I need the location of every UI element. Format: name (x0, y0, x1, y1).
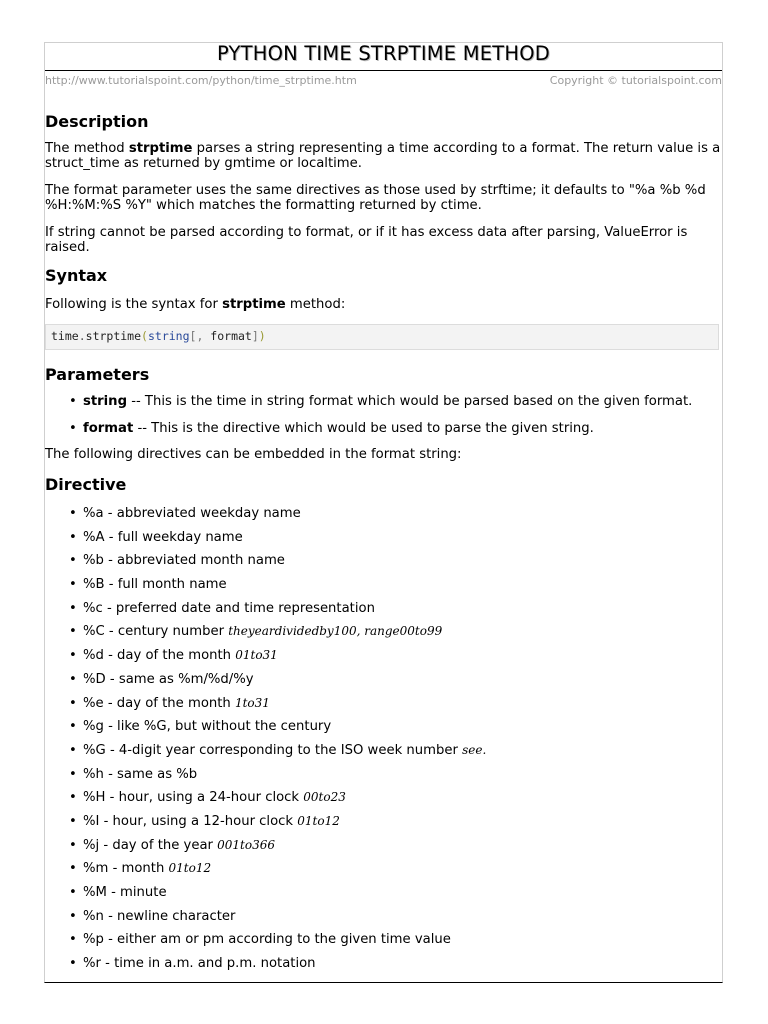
bullet-icon: • (69, 813, 77, 829)
bullet-icon: • (69, 648, 77, 664)
math-annotation: theyeardividedby100, range00to99 (228, 624, 443, 639)
directive-item: • %j - day of the year 001to366 (69, 837, 275, 853)
directive-item: • %e - day of the month 1to31 (69, 695, 270, 711)
page-title: PYTHON TIME STRPTIME METHOD (216, 42, 551, 65)
page-content (45, 113, 722, 980)
description-paragraph-3: If string cannot be parsed according to format, or if it has excess data after parsing, ValueError is raised. (45, 225, 688, 255)
directive-item: • %M - minute (69, 885, 167, 900)
directive-item: • %m - month 01to12 (69, 861, 212, 877)
directive-item: • %A - full weekday name (69, 529, 243, 545)
directive-item: • %a - abbreviated weekday name (69, 506, 301, 521)
directive-item: • %I - hour, using a 12-hour clock 01to12 (69, 813, 340, 829)
directive-item: • %C - century number theyeardividedby100, range00to99 (69, 624, 443, 640)
math-annotation: 01to31 (235, 648, 278, 663)
description-heading: Description (45, 112, 149, 131)
bullet-icon: • (69, 394, 77, 409)
directive-heading: Directive (45, 475, 127, 494)
bullet-icon: • (69, 885, 77, 900)
directive-item: • %n - newline character (69, 908, 236, 924)
bullet-icon: • (69, 600, 77, 616)
title-divider (45, 70, 722, 71)
bullet-icon: • (69, 529, 77, 545)
source-url[interactable]: http://www.tutorialspoint.com/python/time_strptime.htm (45, 74, 357, 87)
directive-item: • %r - time in a.m. and p.m. notation (69, 956, 316, 972)
copyright-notice: Copyright © tutorialspoint.com (549, 74, 722, 87)
syntax-heading: Syntax (45, 266, 108, 285)
bullet-icon: • (69, 742, 77, 758)
directive-item: • %g - like %G, but without the century (69, 719, 332, 735)
bullet-icon: • (69, 837, 77, 853)
directive-item: • %c - preferred date and time representation (69, 600, 375, 616)
bullet-icon: • (69, 421, 77, 436)
math-annotation: 1to31 (234, 695, 270, 710)
math-annotation: 001to366 (217, 837, 275, 852)
bullet-icon: • (69, 624, 77, 640)
math-annotation: 01to12 (297, 813, 340, 828)
math-annotation: 01to12 (168, 861, 212, 876)
description-paragraph-2: The format parameter uses the same directives as those used by strftime; it defaults to "%a %b %d %H:%M:%S %Y" which matches the formatting returned by ctime. (45, 183, 706, 213)
directive-item: • %D - same as %m/%d/%y (69, 671, 254, 687)
bullet-icon: • (69, 861, 77, 877)
bullet-icon: • (69, 956, 77, 972)
directive-item: • %H - hour, using a 24-hour clock 00to23 (69, 790, 346, 806)
parameters-heading: Parameters (45, 365, 150, 384)
math-annotation: see. (462, 742, 487, 757)
bullet-icon: • (69, 908, 77, 924)
directives-intro: The following directives can be embedded in the format string: (45, 447, 462, 462)
directive-item: • %b - abbreviated month name (69, 553, 285, 569)
directive-item: • %G - 4-digit year corresponding to the ISO week number see. (69, 742, 487, 758)
bullet-icon: • (69, 932, 77, 948)
document-page (44, 42, 723, 983)
bullet-icon: • (69, 719, 77, 735)
directive-list (45, 506, 722, 980)
syntax-code-block: time.strptime(string[, format]) (45, 324, 719, 350)
directive-item: • %d - day of the month 01to31 (69, 648, 278, 664)
bullet-icon: • (69, 695, 77, 711)
bullet-icon: • (69, 671, 77, 687)
directive-item: • %B - full month name (69, 577, 227, 593)
bullet-icon: • (69, 790, 77, 806)
parameter-item-format: • format -- This is the directive which would be used to parse the given string. (69, 421, 594, 436)
bullet-icon: • (69, 766, 77, 782)
bullet-icon: • (69, 577, 77, 593)
math-annotation: 00to23 (303, 790, 346, 805)
description-paragraph-1: The method strptime parses a string representing a time according to a format. The return value is a struct_time as returned by gmtime or localtime. (45, 141, 721, 171)
bullet-icon: • (69, 506, 77, 521)
parameter-item-string: • string -- This is the time in string format which would be parsed based on the given format. (69, 394, 693, 409)
directive-item: • %h - same as %b (69, 766, 198, 782)
directive-item: • %p - either am or pm according to the given time value (69, 932, 451, 948)
bullet-icon: • (69, 553, 77, 569)
syntax-intro: Following is the syntax for strptime method: (45, 297, 346, 312)
parameters-list (45, 394, 722, 436)
